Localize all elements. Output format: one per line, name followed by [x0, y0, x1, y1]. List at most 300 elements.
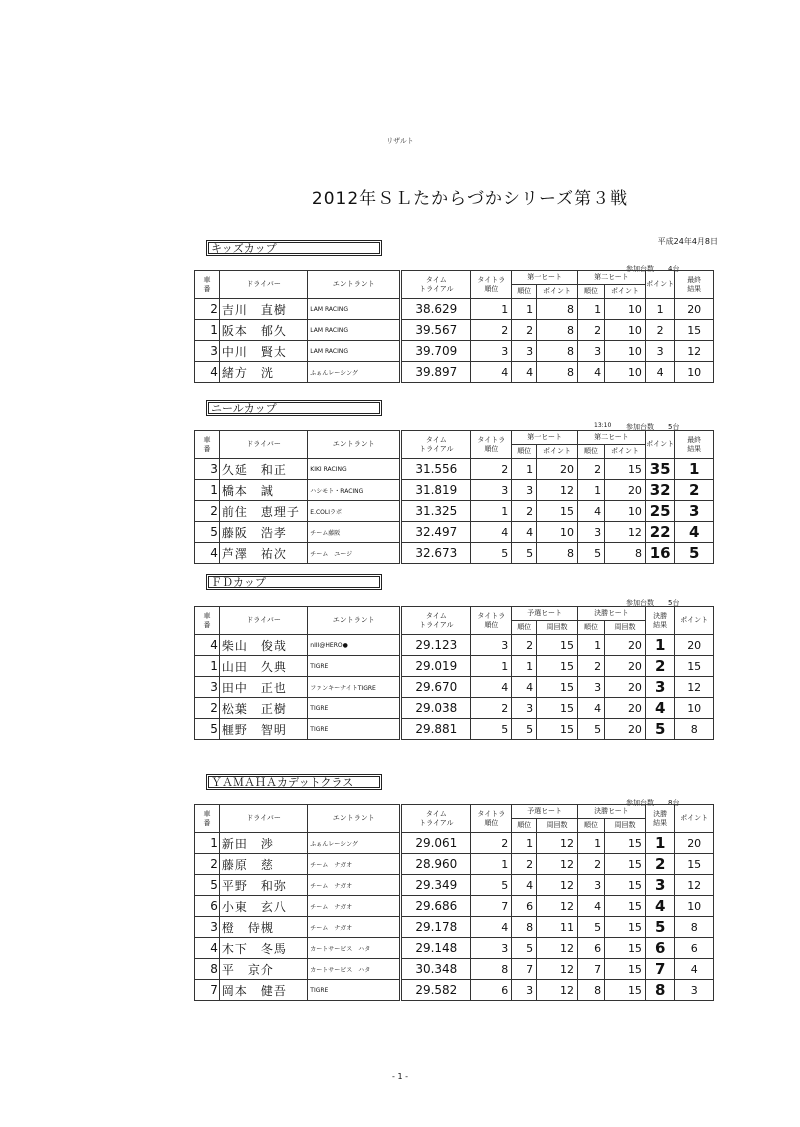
header-label: 第一ヒート — [527, 273, 562, 281]
header-label: 車 番 — [203, 275, 211, 293]
time-trial-rank: 8 — [471, 959, 512, 980]
points-cell: 2 — [645, 854, 674, 875]
heat1-rank: 3 — [512, 480, 537, 501]
final-cell: 8 — [675, 917, 714, 938]
driver-name: 吉川 直樹 — [219, 299, 307, 320]
time-trial: 29.178 — [401, 917, 471, 938]
car-number: 3 — [195, 677, 220, 698]
header-heat2 — [577, 431, 645, 445]
header-heat1 — [512, 805, 578, 819]
heat2-rank: 3 — [577, 522, 604, 543]
header-label: ドライバー — [246, 280, 281, 288]
results-table — [194, 430, 714, 564]
time-trial-rank: 1 — [471, 854, 512, 875]
header-label: 最終 結果 — [687, 435, 702, 453]
time-trial-rank: 3 — [471, 480, 512, 501]
heat1-rank: 1 — [512, 299, 537, 320]
car-number: 4 — [195, 938, 220, 959]
final-cell: 10 — [675, 896, 714, 917]
header-label: タイトラ 順位 — [477, 435, 506, 453]
header-h1a — [512, 445, 537, 459]
car-number: 4 — [195, 362, 220, 383]
heat2-rank: 2 — [577, 854, 604, 875]
heat2-value: 15 — [605, 938, 646, 959]
heat2-rank: 2 — [577, 459, 604, 480]
time-trial-rank: 1 — [471, 501, 512, 522]
entry-count: 参加台数 4台 — [626, 265, 680, 273]
car-number: 3 — [195, 917, 220, 938]
header-label: 順位 — [517, 447, 532, 455]
header-heat2 — [577, 805, 645, 819]
entrant-name: ハシモト・RACING — [308, 480, 401, 501]
time-trial: 31.325 — [401, 501, 471, 522]
heat2-rank: 5 — [577, 543, 604, 564]
header-h2a — [577, 285, 604, 299]
header-driver — [219, 805, 307, 833]
car-number: 2 — [195, 698, 220, 719]
header-time — [401, 607, 471, 635]
header-entrant — [308, 607, 401, 635]
time-trial: 29.881 — [401, 719, 471, 740]
section-title: ニールカップ — [206, 400, 382, 416]
header-label: 周回数 — [614, 821, 636, 829]
points-cell: 2 — [645, 320, 674, 341]
header-entrant — [308, 431, 401, 459]
table-row — [195, 362, 714, 383]
points-cell: 22 — [645, 522, 674, 543]
final-cell: 20 — [675, 635, 714, 656]
table-row — [195, 677, 714, 698]
time-trial: 29.123 — [401, 635, 471, 656]
header-no — [195, 271, 220, 299]
heat1-rank: 2 — [512, 635, 537, 656]
header-label: ポイント — [646, 440, 675, 448]
header-driver — [219, 607, 307, 635]
driver-name: 木下 冬馬 — [219, 938, 307, 959]
time-trial-rank: 3 — [471, 635, 512, 656]
final-cell: 8 — [675, 719, 714, 740]
heat1-value: 8 — [537, 362, 578, 383]
header-label: ポイント — [543, 287, 572, 295]
header-h1b — [537, 819, 578, 833]
heat2-rank: 5 — [577, 917, 604, 938]
time-trial-rank: 2 — [471, 459, 512, 480]
time-trial: 29.019 — [401, 656, 471, 677]
heat1-rank: 6 — [512, 896, 537, 917]
header-label: 周回数 — [614, 623, 636, 631]
page-title: 2012年ＳＬたからづかシリーズ第３戦 — [311, 189, 629, 209]
header-label: ポイント — [646, 280, 675, 288]
time-trial-rank: 6 — [471, 980, 512, 1001]
header-label: 順位 — [517, 623, 532, 631]
points-cell: 2 — [645, 656, 674, 677]
table-row — [195, 501, 714, 522]
time-trial: 29.148 — [401, 938, 471, 959]
driver-name: 平 京介 — [219, 959, 307, 980]
header-h2a — [577, 445, 604, 459]
final-cell: 5 — [675, 543, 714, 564]
final-cell: 12 — [675, 341, 714, 362]
heat1-value: 8 — [537, 320, 578, 341]
points-cell: 5 — [645, 719, 674, 740]
header-label: 順位 — [584, 821, 599, 829]
header-label: 周回数 — [546, 821, 568, 829]
heat1-value: 12 — [537, 480, 578, 501]
time-trial: 31.556 — [401, 459, 471, 480]
heat2-value: 15 — [605, 833, 646, 854]
heat1-value: 8 — [537, 341, 578, 362]
entrant-name: チーム ナガオ — [308, 875, 401, 896]
points-cell: 4 — [645, 896, 674, 917]
heat1-value: 15 — [537, 656, 578, 677]
entrant-name: TIGRE — [308, 656, 401, 677]
heat1-rank: 2 — [512, 320, 537, 341]
heat2-rank: 3 — [577, 875, 604, 896]
header-label: 最終 結果 — [687, 275, 702, 293]
car-number: 1 — [195, 656, 220, 677]
table-row — [195, 938, 714, 959]
entrant-name: チーム ナガオ — [308, 854, 401, 875]
entrant-name: カートサービス ハタ — [308, 938, 401, 959]
header-label: ドライバー — [246, 814, 281, 822]
header-label: ポイント — [543, 447, 572, 455]
driver-name: 平野 和弥 — [219, 875, 307, 896]
heat1-rank: 4 — [512, 875, 537, 896]
entrant-name: TIGRE — [308, 719, 401, 740]
heat2-value: 15 — [605, 875, 646, 896]
points-cell: 4 — [645, 698, 674, 719]
driver-name: 藤阪 浩孝 — [219, 522, 307, 543]
heat1-rank: 1 — [512, 656, 537, 677]
header-entrant — [308, 805, 401, 833]
table-row — [195, 833, 714, 854]
final-cell: 2 — [675, 480, 714, 501]
heat1-rank: 5 — [512, 543, 537, 564]
table-row — [195, 522, 714, 543]
header-h2a — [577, 621, 604, 635]
heat2-rank: 4 — [577, 501, 604, 522]
points-cell: 16 — [645, 543, 674, 564]
time-trial-rank: 3 — [471, 938, 512, 959]
time-trial-rank: 7 — [471, 896, 512, 917]
header-final — [675, 431, 714, 459]
header-pts — [645, 271, 674, 299]
final-cell: 10 — [675, 698, 714, 719]
driver-name: 中川 賢太 — [219, 341, 307, 362]
car-number: 7 — [195, 980, 220, 1001]
heat2-value: 15 — [605, 459, 646, 480]
heat1-value: 8 — [537, 299, 578, 320]
heat2-rank: 4 — [577, 698, 604, 719]
final-cell: 3 — [675, 501, 714, 522]
page-number: - 1 - — [392, 1072, 408, 1081]
driver-name: 久延 和正 — [219, 459, 307, 480]
heat1-value: 12 — [537, 875, 578, 896]
car-number: 5 — [195, 522, 220, 543]
time-trial: 29.582 — [401, 980, 471, 1001]
heat2-rank: 1 — [577, 480, 604, 501]
section-title: キッズカップ — [206, 240, 382, 256]
car-number: 3 — [195, 459, 220, 480]
heat2-rank: 1 — [577, 635, 604, 656]
car-number: 1 — [195, 833, 220, 854]
time-trial: 31.819 — [401, 480, 471, 501]
heat1-rank: 1 — [512, 459, 537, 480]
header-label: 予選ヒート — [527, 609, 562, 617]
heat2-rank: 1 — [577, 299, 604, 320]
entrant-name: チーム藤阪 — [308, 522, 401, 543]
heat2-value: 8 — [605, 543, 646, 564]
header-tt — [471, 431, 512, 459]
heat1-rank: 3 — [512, 341, 537, 362]
header-heat1 — [512, 607, 578, 621]
heat1-value: 15 — [537, 501, 578, 522]
header-label: 順位 — [584, 287, 599, 295]
header-label: 車 番 — [203, 809, 211, 827]
heat1-value: 15 — [537, 719, 578, 740]
header-tt — [471, 607, 512, 635]
time-trial-rank: 4 — [471, 522, 512, 543]
header-h1a — [512, 819, 537, 833]
header-label: 車 番 — [203, 435, 211, 453]
driver-name: 岡本 健吾 — [219, 980, 307, 1001]
header-label: 順位 — [517, 287, 532, 295]
header-final — [675, 607, 714, 635]
time-trial-rank: 1 — [471, 656, 512, 677]
points-cell: 5 — [645, 917, 674, 938]
time-trial: 28.960 — [401, 854, 471, 875]
header-label: タイム トライアル — [419, 611, 454, 629]
header-heat2 — [577, 271, 645, 285]
header-h1b — [537, 445, 578, 459]
heat2-value: 20 — [605, 656, 646, 677]
car-number: 3 — [195, 341, 220, 362]
table-row — [195, 480, 714, 501]
table-row — [195, 459, 714, 480]
car-number: 2 — [195, 501, 220, 522]
driver-name: 榧野 智明 — [219, 719, 307, 740]
heat1-rank: 2 — [512, 854, 537, 875]
heat2-value: 15 — [605, 959, 646, 980]
entrant-name: TIGRE — [308, 980, 401, 1001]
driver-name: 柴山 俊哉 — [219, 635, 307, 656]
time-trial-rank: 3 — [471, 341, 512, 362]
heat2-rank: 8 — [577, 980, 604, 1001]
driver-name: 阪本 郁久 — [219, 320, 307, 341]
table-row — [195, 635, 714, 656]
table-row — [195, 543, 714, 564]
header-label: 順位 — [517, 821, 532, 829]
final-cell: 6 — [675, 938, 714, 959]
entrant-name: TIGRE — [308, 698, 401, 719]
heat1-rank: 2 — [512, 501, 537, 522]
header-label: ポイント — [611, 287, 640, 295]
time-trial: 29.349 — [401, 875, 471, 896]
heat1-value: 15 — [537, 698, 578, 719]
header-label: 予選ヒート — [527, 807, 562, 815]
final-cell: 10 — [675, 362, 714, 383]
header-no — [195, 607, 220, 635]
time-trial-rank: 2 — [471, 833, 512, 854]
entrant-name: ファンキーナイトTIGRE — [308, 677, 401, 698]
time-trial-rank: 5 — [471, 875, 512, 896]
header-label: タイトラ 順位 — [477, 275, 506, 293]
heat1-rank: 3 — [512, 980, 537, 1001]
time-trial-rank: 4 — [471, 917, 512, 938]
header-label: 順位 — [584, 623, 599, 631]
driver-name: 山田 久典 — [219, 656, 307, 677]
heat2-rank: 2 — [577, 320, 604, 341]
header-tt — [471, 805, 512, 833]
header-h1a — [512, 621, 537, 635]
entrant-name: チーム ユージ — [308, 543, 401, 564]
heat1-value: 12 — [537, 854, 578, 875]
header-label: エントラント — [332, 280, 375, 288]
entrant-name: カートサービス ハタ — [308, 959, 401, 980]
time-trial-rank: 5 — [471, 543, 512, 564]
final-cell: 12 — [675, 677, 714, 698]
final-cell: 4 — [675, 959, 714, 980]
points-cell: 3 — [645, 341, 674, 362]
table-row — [195, 719, 714, 740]
time-trial-rank: 1 — [471, 299, 512, 320]
time-trial: 32.497 — [401, 522, 471, 543]
header-h1b — [537, 621, 578, 635]
driver-name: 緒方 洸 — [219, 362, 307, 383]
heat2-value: 20 — [605, 480, 646, 501]
header-label: エントラント — [332, 440, 375, 448]
points-cell: 1 — [645, 299, 674, 320]
time-trial: 29.061 — [401, 833, 471, 854]
car-number: 6 — [195, 896, 220, 917]
heat1-value: 12 — [537, 959, 578, 980]
driver-name: 松葉 正樹 — [219, 698, 307, 719]
header-label: タイム トライアル — [419, 275, 454, 293]
header-label: 第二ヒート — [594, 273, 629, 281]
table-row — [195, 980, 714, 1001]
table-row — [195, 299, 714, 320]
table-row — [195, 875, 714, 896]
header-label: タイム トライアル — [419, 435, 454, 453]
entry-count: 参加台数 5台 — [626, 423, 680, 431]
heat2-rank: 7 — [577, 959, 604, 980]
heat2-rank: 3 — [577, 341, 604, 362]
time-trial-rank: 4 — [471, 362, 512, 383]
time-trial-rank: 4 — [471, 677, 512, 698]
header-label: 決勝ヒート — [594, 609, 629, 617]
final-cell: 20 — [675, 833, 714, 854]
heat2-value: 10 — [605, 299, 646, 320]
heat2-rank: 4 — [577, 896, 604, 917]
heat2-value: 10 — [605, 501, 646, 522]
heat1-rank: 4 — [512, 522, 537, 543]
results-table — [194, 804, 714, 1001]
header-label: 車 番 — [203, 611, 211, 629]
header-h1b — [537, 285, 578, 299]
header-label: タイム トライアル — [419, 809, 454, 827]
car-number: 1 — [195, 480, 220, 501]
heat1-value: 12 — [537, 896, 578, 917]
table-row — [195, 917, 714, 938]
header-label: ドライバー — [246, 440, 281, 448]
header-label: 順位 — [584, 447, 599, 455]
heat2-rank: 5 — [577, 719, 604, 740]
driver-name: 橋本 誠 — [219, 480, 307, 501]
driver-name: 藤原 慈 — [219, 854, 307, 875]
heat2-value: 20 — [605, 719, 646, 740]
final-cell: 20 — [675, 299, 714, 320]
heat1-rank: 5 — [512, 938, 537, 959]
heat1-rank: 7 — [512, 959, 537, 980]
header-label: タイトラ 順位 — [477, 611, 506, 629]
header-label: 決勝ヒート — [594, 807, 629, 815]
heat2-rank: 3 — [577, 677, 604, 698]
header-no — [195, 431, 220, 459]
header-label: 決勝 結果 — [653, 611, 668, 629]
car-number: 8 — [195, 959, 220, 980]
points-cell: 4 — [645, 362, 674, 383]
heat1-rank: 4 — [512, 362, 537, 383]
results-table — [194, 606, 714, 740]
points-cell: 35 — [645, 459, 674, 480]
entrant-name: E.COLIラボ — [308, 501, 401, 522]
time-trial: 38.629 — [401, 299, 471, 320]
final-cell: 3 — [675, 980, 714, 1001]
heat1-rank: 5 — [512, 719, 537, 740]
heat2-value: 10 — [605, 362, 646, 383]
header-time — [401, 805, 471, 833]
points-cell: 25 — [645, 501, 674, 522]
header-driver — [219, 271, 307, 299]
header-h1a — [512, 285, 537, 299]
table-row — [195, 341, 714, 362]
driver-name: 新田 渉 — [219, 833, 307, 854]
time-trial: 39.897 — [401, 362, 471, 383]
header-h2b — [605, 621, 646, 635]
header-final — [675, 271, 714, 299]
header-label: ドライバー — [246, 616, 281, 624]
car-number: 4 — [195, 635, 220, 656]
driver-name: 橙 侍槻 — [219, 917, 307, 938]
entrant-name: LAM RACING — [308, 320, 401, 341]
event-date: 平成24年4月8日 — [657, 237, 718, 246]
heat1-value: 10 — [537, 522, 578, 543]
table-row — [195, 959, 714, 980]
header-label: 第一ヒート — [527, 433, 562, 441]
table-row — [195, 320, 714, 341]
driver-name: 小東 玄八 — [219, 896, 307, 917]
header-label: 周回数 — [546, 623, 568, 631]
header-time — [401, 431, 471, 459]
heat2-value: 10 — [605, 320, 646, 341]
car-number: 2 — [195, 854, 220, 875]
points-cell: 1 — [645, 833, 674, 854]
heat1-value: 15 — [537, 677, 578, 698]
driver-name: 前住 恵理子 — [219, 501, 307, 522]
heat1-value: 12 — [537, 833, 578, 854]
section-title: ＹＡＭＡＨＡカデットクラス — [206, 774, 382, 790]
entrant-name: ふぁんレーシング — [308, 362, 401, 383]
heat1-value: 12 — [537, 980, 578, 1001]
points-cell: 3 — [645, 677, 674, 698]
driver-name: 芦澤 祐次 — [219, 543, 307, 564]
table-row — [195, 854, 714, 875]
heat1-rank: 1 — [512, 833, 537, 854]
time-trial-rank: 2 — [471, 320, 512, 341]
heat2-rank: 4 — [577, 362, 604, 383]
entrant-name: LAM RACING — [308, 299, 401, 320]
heat2-value: 15 — [605, 854, 646, 875]
